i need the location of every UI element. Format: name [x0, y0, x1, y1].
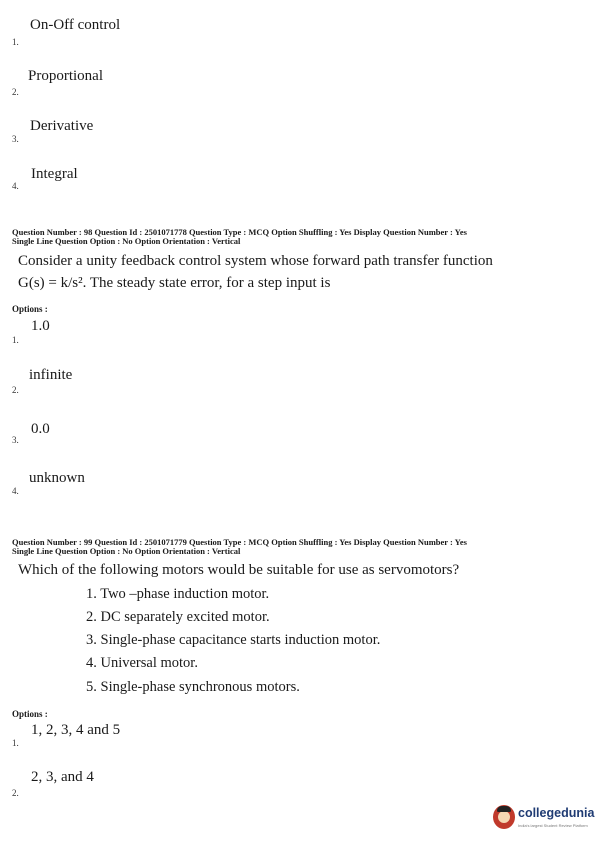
list-item: 5. Single-phase synchronous motors. [86, 679, 300, 695]
option-number: 4. [12, 486, 19, 496]
list-item: 4. Universal motor. [86, 655, 198, 671]
option-text: 0.0 [31, 421, 50, 437]
option-text: unknown [29, 470, 85, 486]
question-text-line-2: G(s) = k/s². The steady state error, for a step input is [18, 275, 331, 291]
logo-name: collegedunia [518, 806, 595, 820]
collegedunia-logo [491, 802, 595, 836]
option-number: 1. [12, 738, 19, 748]
option-text: On-Off control [30, 17, 121, 33]
option-number: 2. [12, 788, 19, 798]
question-text-line-1: Consider a unity feedback control system whose forward path transfer function [18, 253, 493, 269]
option-number: 3. [12, 134, 19, 144]
question-meta-line-1: Question Number : 99 Question Id : 2501071779 Question Type : MCQ Option Shuffling : Yes Display Question Number : Yes [12, 537, 467, 547]
list-item: 3. Single-phase capacitance starts induction motor. [86, 632, 381, 648]
option-number: 2. [12, 87, 19, 97]
option-number: 1. [12, 335, 19, 345]
option-number: 4. [12, 181, 19, 191]
question-text: Which of the following motors would be suitable for use as servomotors? [18, 562, 460, 578]
option-text: Proportional [28, 68, 103, 84]
option-number: 1. [12, 37, 19, 47]
question-meta-line-2: Single Line Question Option : No Option Orientation : Vertical [12, 546, 241, 556]
logo-mascot-icon [493, 805, 515, 829]
option-number: 2. [12, 385, 19, 395]
option-text: 1, 2, 3, 4 and 5 [31, 722, 121, 738]
list-item: 1. Two –phase induction motor. [86, 586, 270, 602]
options-label: Options : [12, 709, 48, 719]
question-meta-line-2: Single Line Question Option : No Option Orientation : Vertical [12, 236, 241, 246]
list-item: 2. DC separately excited motor. [86, 609, 270, 625]
option-text: infinite [29, 367, 73, 383]
question-meta-line-1: Question Number : 98 Question Id : 2501071778 Question Type : MCQ Option Shuffling : Yes Display Question Number : Yes [12, 227, 467, 237]
option-text: 1.0 [31, 318, 50, 334]
option-number: 3. [12, 435, 19, 445]
logo-tagline: India's largest Student Review Platform [518, 823, 588, 828]
option-text: 2, 3, and 4 [31, 769, 94, 785]
options-label: Options : [12, 304, 48, 314]
option-text: Integral [31, 166, 78, 182]
option-text: Derivative [30, 118, 94, 134]
